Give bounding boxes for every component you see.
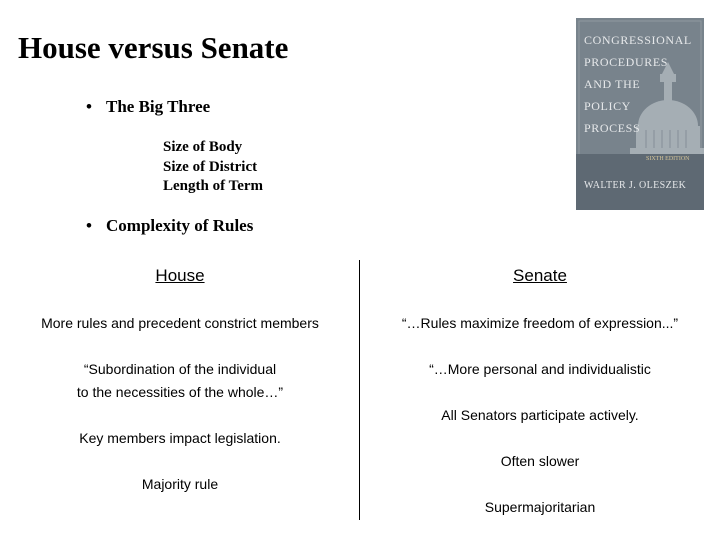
bullet-complexity-of-rules [86,216,253,236]
book-title-line-2: PROCEDURES [584,55,669,69]
list-item-size-of-body: Size of Body [163,139,243,155]
book-title-line-3: AND THE [584,77,641,91]
slide-title: House versus Senate [18,30,289,65]
book-edition: SIXTH EDITION [646,156,690,162]
book-cover-art [576,18,704,210]
book-title-line-4: POLICY [584,99,631,113]
house-item-majority-rule: Majority rule [141,476,219,492]
senate-column-heading: Senate [513,266,567,285]
house-item-key-members: Key members impact legislation. [79,430,281,446]
bullet-dot: • [86,97,92,116]
bullet-text: The Big Three [106,97,211,116]
big-three-list [163,138,263,197]
list-item-length-of-term: Length of Term [163,178,264,194]
house-column-heading: House [155,266,205,285]
book-title-line-1: CONGRESSIONAL [584,33,692,47]
bullet-text: Complexity of Rules [106,216,254,235]
senate-item-participate: All Senators participate actively. [441,407,639,423]
senate-item-slower: Often slower [500,453,580,469]
senate-item-supermajoritarian: Supermajoritarian [484,499,596,515]
bullet-dot: • [86,216,92,235]
house-item-subordination-line-2: to the necessities of the whole…” [76,384,284,400]
senate-item-personal: “…More personal and individualistic [429,361,651,377]
book-title-line-5: PROCESS [584,121,641,135]
book-cover-image [576,18,704,210]
house-item-subordination-line-1: “Subordination of the individual [83,361,277,377]
book-author: WALTER J. OLESZEK [584,180,687,191]
list-item-size-of-district: Size of District [163,158,258,175]
house-item-rules: More rules and precedent constrict members [41,315,319,331]
senate-item-rules: “…Rules maximize freedom of expression...” [401,315,679,331]
bullet-big-three [86,97,210,117]
